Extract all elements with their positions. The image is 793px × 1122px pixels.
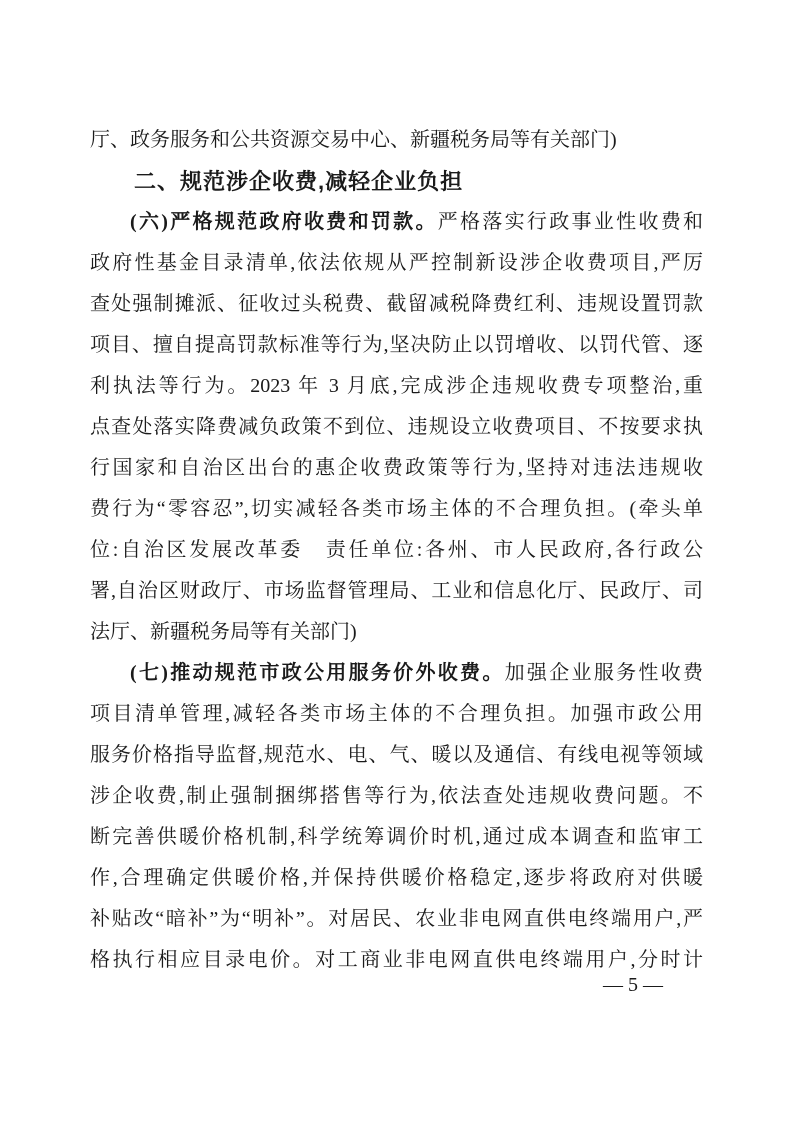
section-heading: 二、规范涉企收费,减轻企业负担 [134, 169, 464, 194]
body-line: 位:自治区发展改革委 责任单位:各州、市人民政府,各行政公 [90, 539, 703, 561]
carryover-paragraph-line: 厅、政务服务和公共资源交易中心、新疆税务局等有关部门) [90, 129, 617, 151]
body-line: 行国家和自治区出台的惠企收费政策等行为,坚持对违法违规收 [90, 457, 703, 479]
body-line: 利执法等行为。2023 年 3 月底,完成涉企违规收费专项整治,重 [90, 375, 703, 397]
page-number: — 5 — [603, 974, 663, 996]
item-six-title-sentence: (六)严格规范政府收费和罚款。 [130, 211, 438, 233]
document-body [90, 120, 703, 981]
item-six-lead-tail: 严格落实行政事业性收费和 [437, 211, 703, 233]
item-six-first-line [90, 202, 703, 243]
body-line: 服务价格指导监督,规范水、电、气、暖以及通信、有线电视等领域 [90, 744, 703, 766]
body-line: 查处强制摊派、征收过头税费、截留减税降费红利、违规设置罚款 [90, 293, 703, 315]
body-line: 费行为“零容忍”,切实减轻各类市场主体的不合理负担。(牵头单 [90, 498, 703, 520]
body-line: 涉企收费,制止强制捆绑搭售等行为,依法查处违规收费问题。不 [90, 785, 703, 807]
body-line: 政府性基金目录清单,依法依规从严控制新设涉企收费项目,严厉 [90, 252, 703, 274]
body-line: 格执行相应目录电价。对工商业非电网直供电终端用户,分时计 [90, 949, 703, 971]
item-six-last-line: 法厅、新疆税务局等有关部门) [90, 621, 357, 643]
body-line: 补贴改“暗补”为“明补”。对居民、农业非电网直供电终端用户,严 [90, 908, 703, 930]
body-line: 断完善供暖价格机制,科学统筹调价时机,通过成本调查和监审工 [90, 826, 703, 848]
body-line: 署,自治区财政厅、市场监督管理局、工业和信息化厅、民政厅、司 [90, 580, 703, 602]
body-line: 点查处落实降费减负政策不到位、违规设立收费项目、不按要求执 [90, 416, 703, 438]
body-line: 项目清单管理,减轻各类市场主体的不合理负担。加强市政公用 [90, 703, 703, 725]
body-line: 作,合理确定供暖价格,并保持供暖价格稳定,逐步将政府对供暖 [90, 867, 703, 889]
item-seven-title-sentence: (七)推动规范市政公用服务价外收费。 [130, 662, 505, 684]
item-seven-first-line [90, 653, 703, 694]
body-line: 项目、擅自提高罚款标准等行为,坚决防止以罚增收、以罚代管、逐 [90, 334, 703, 356]
item-seven-lead-tail: 加强企业服务性收费 [504, 662, 703, 684]
